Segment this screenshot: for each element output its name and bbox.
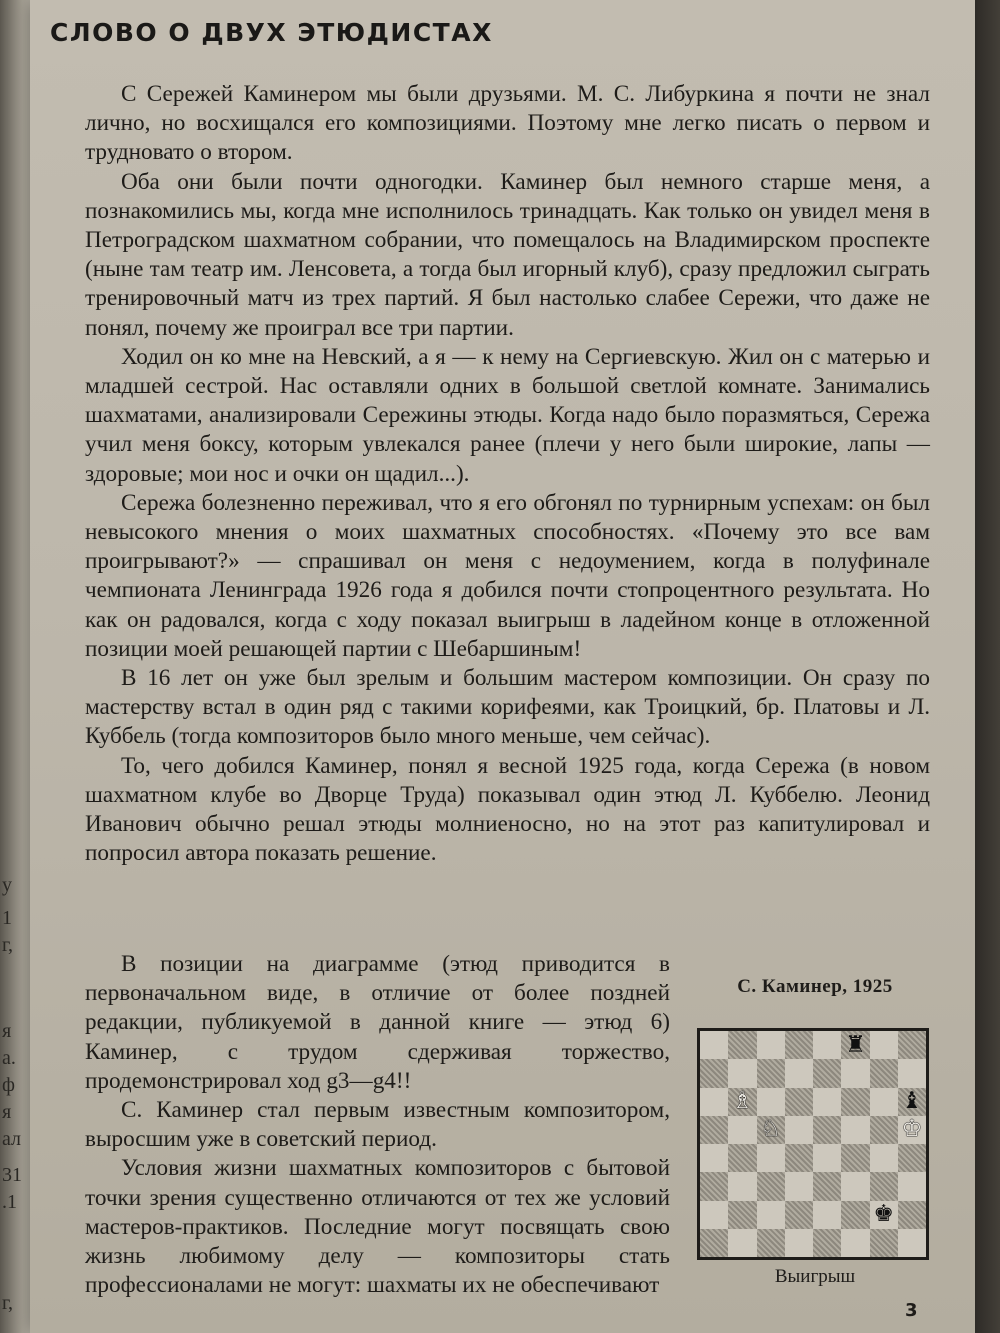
board-square <box>757 1144 785 1172</box>
board-square <box>841 1229 869 1257</box>
diagram-caption: С. Каминер, 1925 <box>737 976 893 997</box>
page-number: 3 <box>905 1300 918 1321</box>
board-square <box>841 1031 869 1059</box>
board-square <box>898 1088 926 1116</box>
board-square <box>898 1116 926 1144</box>
board-square <box>757 1229 785 1257</box>
board-square <box>757 1172 785 1200</box>
black-king-icon: ♚ <box>873 1201 894 1228</box>
board-square <box>785 1229 813 1257</box>
board-square <box>700 1201 728 1229</box>
board-square <box>870 1059 898 1087</box>
paragraph: В 16 лет он уже был зрелым и большим мастером композиции. Он сразу по мастерству встал в один ряд с такими корифеями, как Троицкий, бр. Платовы и Л. Куббель (тогда композиторов было много меньше, чем сейчас). <box>85 665 930 750</box>
paragraph: Оба они были почти одногодки. Каминер был немного старше меня, а познакомились мы, когда мне исполнилось тринадцать. Как только он увидел меня в Петроградском шахматном собрании, что помещалось на Владимирском проспекте (ныне там театр им. Ленсовета, а тогда был игорный клуб), сразу предложил сыграть тренировочный матч из трех партий. Я был настолько слабее Сережи, что даже не понял, почему же проиграл все три партии. <box>85 168 930 341</box>
white-bishop-icon: ♗ <box>732 1088 753 1115</box>
board-square <box>813 1201 841 1229</box>
white-king-icon: ♔ <box>901 1116 923 1143</box>
board-square <box>813 1172 841 1200</box>
board-square <box>870 1031 898 1059</box>
board-square <box>841 1201 869 1229</box>
margin-fragment: 1 г, <box>2 907 13 956</box>
board-square <box>700 1229 728 1257</box>
board-square <box>700 1172 728 1200</box>
board-square <box>700 1144 728 1172</box>
board-square <box>813 1144 841 1172</box>
board-square <box>841 1116 869 1144</box>
board-square <box>870 1172 898 1200</box>
board-square <box>700 1088 728 1116</box>
column-text <box>85 950 670 1300</box>
board-square <box>757 1059 785 1087</box>
board-square <box>813 1059 841 1087</box>
board-square <box>870 1229 898 1257</box>
board-square <box>728 1201 756 1229</box>
board-square <box>728 1059 756 1087</box>
board-square <box>785 1144 813 1172</box>
board-square <box>898 1059 926 1087</box>
board-square <box>700 1031 728 1059</box>
book-page <box>30 0 975 1333</box>
board-square <box>841 1144 869 1172</box>
paragraph: С. Каминер стал первым известным композитором, выросшим уже в советский период. <box>85 1097 670 1153</box>
board-square <box>785 1201 813 1229</box>
margin-fragment: г, <box>2 1292 13 1314</box>
board-square <box>870 1116 898 1144</box>
paragraph: Сережа болезненно переживал, что я его обгонял по турнирным успехам: он был невысокого мнения о моих шахматных способностях. «Почему это все вам проигрывают?» — спрашивал он меня с недоумением, когда в полуфинале чемпионата Ленинграда 1926 года я добился почти стопроцентного результата. Но как он радовался, когда с ходу показал выигрыш в ладейном конце в отложенной позиции моей решающей партии с Шебаршиным! <box>85 489 930 662</box>
board-square <box>785 1088 813 1116</box>
board-square <box>870 1201 898 1229</box>
board-square <box>728 1088 756 1116</box>
paragraph: С Сережей Каминером мы были друзьями. М. С. Либуркина я почти не знал лично, но восхищался его композициями. Поэтому мне легко писать о первом и трудновато о втором. <box>85 81 930 166</box>
board-square <box>785 1059 813 1087</box>
board-square <box>757 1201 785 1229</box>
background-edge <box>975 0 1000 1333</box>
paragraph: Условия жизни шахматных композиторов с бытовой точки зрения существенно отличаются от тех же условий мастеров-практиков. Последние могут посвящать свою жизнь любимому делу — композиторы стать профессионалами не могут: шахматы их не обеспечивают <box>85 1155 670 1299</box>
board-square <box>841 1059 869 1087</box>
black-rook-icon: ♜ <box>845 1031 866 1058</box>
board-square <box>870 1144 898 1172</box>
margin-fragment: у <box>2 874 12 896</box>
board-square <box>728 1116 756 1144</box>
white-knight-icon: ♘ <box>760 1116 781 1143</box>
margin-fragment: я а. ф я ал <box>2 1020 22 1150</box>
chess-diagram <box>697 1028 929 1260</box>
board-square <box>898 1172 926 1200</box>
board-square <box>898 1031 926 1059</box>
board-square <box>870 1088 898 1116</box>
board-square <box>757 1088 785 1116</box>
board-square <box>700 1059 728 1087</box>
board-square <box>813 1116 841 1144</box>
board-square <box>757 1116 785 1144</box>
board-square <box>898 1144 926 1172</box>
black-bishop-icon: ♝ <box>901 1088 923 1115</box>
board-square <box>841 1088 869 1116</box>
board-square <box>813 1088 841 1116</box>
article-body <box>85 80 930 868</box>
chapter-heading: СЛОВО О ДВУХ ЭТЮДИСТАХ <box>50 18 493 47</box>
board-square <box>728 1031 756 1059</box>
margin-fragment: 31 .1 <box>2 1164 22 1213</box>
board-square <box>757 1031 785 1059</box>
board-square <box>841 1172 869 1200</box>
board-square <box>785 1116 813 1144</box>
board-square <box>728 1229 756 1257</box>
board-square <box>728 1172 756 1200</box>
paragraph: В позиции на диаграмме (этюд приводится в первоначальном виде, в отличие от более поздней редакции, публикуемой в данной книге — этюд 6) Каминер, с трудом сдерживая торжество, продемонстрировал ход g3—g4!! <box>85 951 670 1094</box>
board-square <box>700 1116 728 1144</box>
board-square <box>728 1144 756 1172</box>
paragraph: Ходил он ко мне на Невский, а я — к нему на Сергиевскую. Жил он с матерью и младшей сестрой. Нас оставляли одних в большой светлой комнате. Занимались шахматами, анализировали Сережины этюды. Когда надо было поразмяться, Сережа учил меня боксу, которым увлекался ранее (плечи у него были широкие, лапы — здоровые; мои нос и очки он щадил...). <box>85 343 930 487</box>
diagram-result: Выигрыш <box>774 1266 856 1287</box>
board-square <box>813 1031 841 1059</box>
paragraph: То, чего добился Каминер, понял я весной 1925 года, когда Сережа (в новом шахматном клубе во Дворце Труда) показывал один этюд Л. Куббелю. Леонид Иванович обычно решал этюды молниеносно, но на этот раз капитулировал и попросил автора показать решение. <box>85 752 930 867</box>
board-square <box>785 1031 813 1059</box>
board-square <box>898 1201 926 1229</box>
board-square <box>898 1229 926 1257</box>
board-square <box>785 1172 813 1200</box>
board-square <box>813 1229 841 1257</box>
